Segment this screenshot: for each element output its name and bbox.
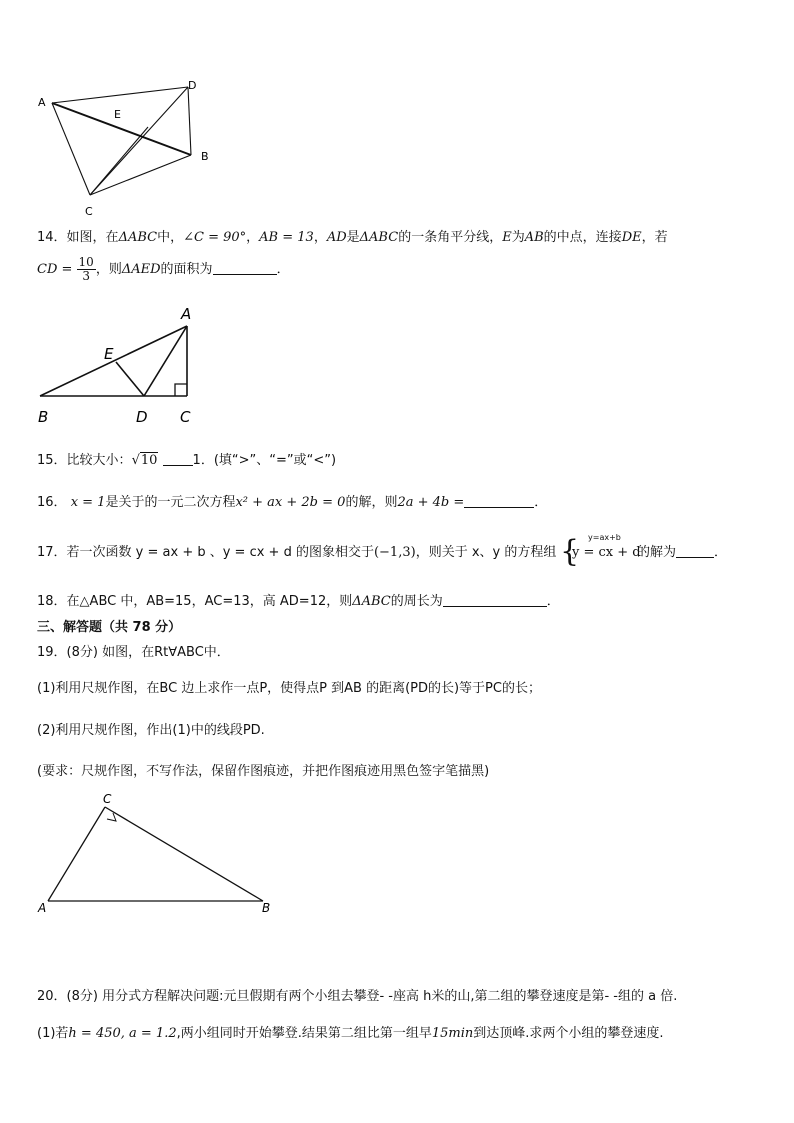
question-14-line2: CD = $\frac{10}{3}$ ，则ΔAED的面积为 ． [37, 255, 290, 283]
label-C: C [103, 792, 112, 806]
label-E: E [104, 345, 114, 363]
sqrt-10: √10 [131, 453, 158, 468]
label-C: C [180, 408, 191, 426]
label-A: A [38, 901, 47, 915]
figure-right-triangle-19 [30, 790, 280, 920]
question-19-line3: (2)利用尺规作图，作出(1)中的线段PD. [37, 723, 265, 738]
question-19-line2: (1)利用尺规作图，在BC 边上求作一点P，使得点P 到AB 的距离(PD的长)等于PC的长； [37, 681, 541, 696]
figure-quadrilateral [30, 75, 220, 225]
label-B: B [201, 150, 209, 163]
question-16: 16． x = 1是关于的一元二次方程x² + ax + 2b = 0的解，则2a + 4b = ． [37, 495, 548, 510]
question-18: 18．在△ABC 中，AB=15，AC=13，高 AD=12，则ΔABC的周长为 ． [37, 594, 560, 609]
label-A: A [181, 305, 192, 323]
question-20-line1: 20．(8分) 用分式方程解决问题:元旦假期有两个小组去攀登- -座高 h米的山,第二组的攀登速度是第- -组的 a 倍. [37, 989, 678, 1004]
answer-blank [676, 545, 714, 558]
label-B: B [262, 901, 271, 915]
question-20-line2: (1)若h = 450, a = 1.2,两小组同时开始攀登.结果第二组比第一组早15min到达顶峰.求两个小组的攀登速度. [37, 1026, 664, 1041]
label-D: D [188, 79, 197, 92]
figure-right-triangle-14 [30, 302, 210, 427]
answer-blank [464, 495, 534, 508]
answer-blank [213, 262, 277, 275]
answer-blank [443, 594, 547, 607]
answer-blank [163, 453, 193, 466]
label-D: D [136, 408, 148, 426]
label-B: B [38, 408, 49, 426]
question-19-line1: 19．(8分) 如图，在Rt∀ABC中． [37, 645, 230, 660]
section-heading: 三、解答题（共 78 分） [37, 620, 182, 635]
label-E: E [114, 108, 121, 121]
question-17: 17．若一次函数 y = ax + b 、y = cx + d 的图象相交于(−1,3)，则关于 x、y 的方程组 [37, 545, 557, 560]
question-19-line4: (要求：尺规作图，不写作法，保留作图痕迹，并把作图痕迹用黑色签字笔描黑) [37, 764, 490, 779]
label-A: A [38, 96, 46, 109]
question-17-tail: 的解为 ． [637, 545, 728, 560]
label-C: C [85, 205, 93, 218]
fraction-10-3: $\frac{10}{3}$ [78, 255, 94, 283]
question-14-line1: 14．如图，在ΔABC中，∠C = 90°，AB = 13，AD是ΔABC的一条角平分线，E为AB的中点，连接DE，若 [37, 230, 668, 245]
question-15: 15．比较大小：√10 1．(填“>”、“=”或“<”) [37, 453, 337, 468]
